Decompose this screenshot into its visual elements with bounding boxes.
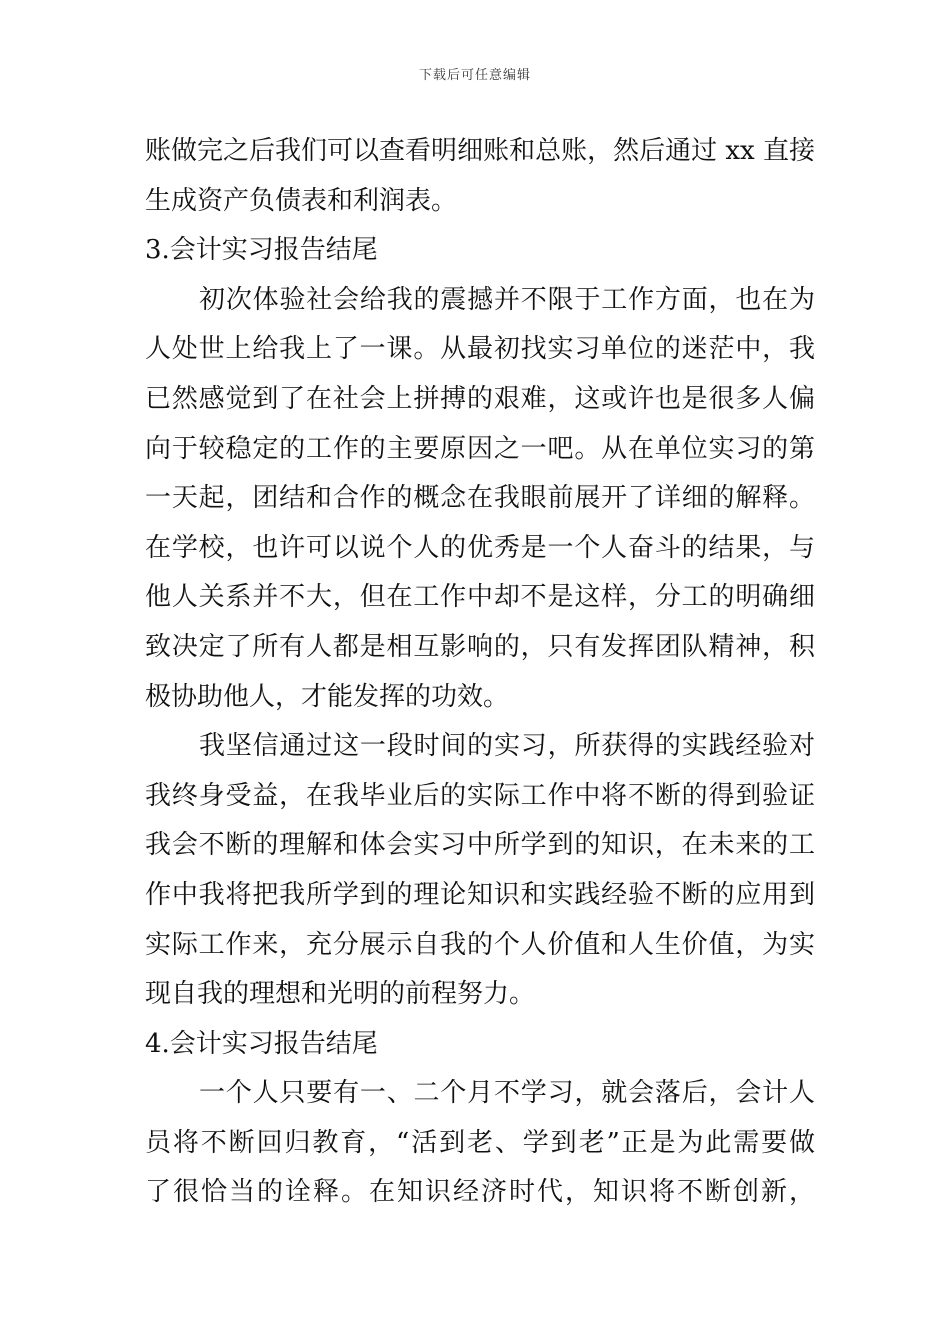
text-line: 向于较稳定的工作的主要原因之一吧。从在单位实习的第 (145, 433, 815, 464)
text-line: 一天起，团结和合作的概念在我眼前展开了详细的解释。 (145, 483, 815, 514)
text-line: 他人关系并不大，但在工作中却不是这样，分工的明确细 (145, 582, 815, 613)
section-heading (145, 1020, 815, 1070)
paragraph (145, 276, 815, 722)
heading-text: 4.会计实习报告结尾 (145, 1028, 378, 1059)
text-line: 账做完之后我们可以查看明细账和总账，然后通过 xx 直接 (145, 136, 815, 166)
text-line: 在学校，也许可以说个人的优秀是一个人奋斗的结果，与 (145, 532, 815, 563)
page-header: 下载后可任意编辑 (418, 68, 531, 83)
text-line: 人处世上给我上了一课。从最初找实习单位的迷茫中，我 (145, 334, 815, 365)
text-line: 实际工作来，充分展示自我的个人价值和人生价值，为实 (145, 929, 815, 960)
paragraph (145, 127, 815, 226)
heading-text: 3.会计实习报告结尾 (145, 235, 378, 266)
text-line: 我会不断的理解和体会实习中所学到的知识，在未来的工 (145, 830, 815, 861)
text-line: 了很恰当的诠释。在知识经济时代，知识将不断创新， (145, 1177, 815, 1208)
text-line: 现自我的理想和光明的前程努力。 (145, 979, 536, 1010)
paragraph (145, 1069, 815, 1218)
text-line: 致决定了所有人都是相互影响的，只有发挥团队精神，积 (145, 631, 815, 662)
text-line: 作中我将把我所学到的理论知识和实践经验不断的应用到 (145, 879, 815, 910)
paragraph (145, 722, 815, 1020)
text-line: 已然感觉到了在社会上拼搏的艰难，这或许也是很多人偏 (145, 383, 815, 414)
text-line: 员将不断回归教育，“活到老、学到老”正是为此需要做 (145, 1127, 815, 1158)
text-line: 我终身受益，在我毕业后的实际工作中将不断的得到验证 (145, 780, 815, 811)
section-heading (145, 226, 815, 276)
text-line: 我坚信通过这一段时间的实习，所获得的实践经验对 (199, 731, 815, 762)
text-line: 生成资产负债表和利润表。 (145, 185, 458, 216)
text-line: 极协助他人，才能发挥的功效。 (145, 681, 510, 712)
text-line: 一个人只要有一、二个月不学习，就会落后，会计人 (199, 1078, 815, 1109)
text-line: 初次体验社会给我的震撼并不限于工作方面，也在为 (199, 284, 815, 315)
document-body (145, 127, 815, 1218)
